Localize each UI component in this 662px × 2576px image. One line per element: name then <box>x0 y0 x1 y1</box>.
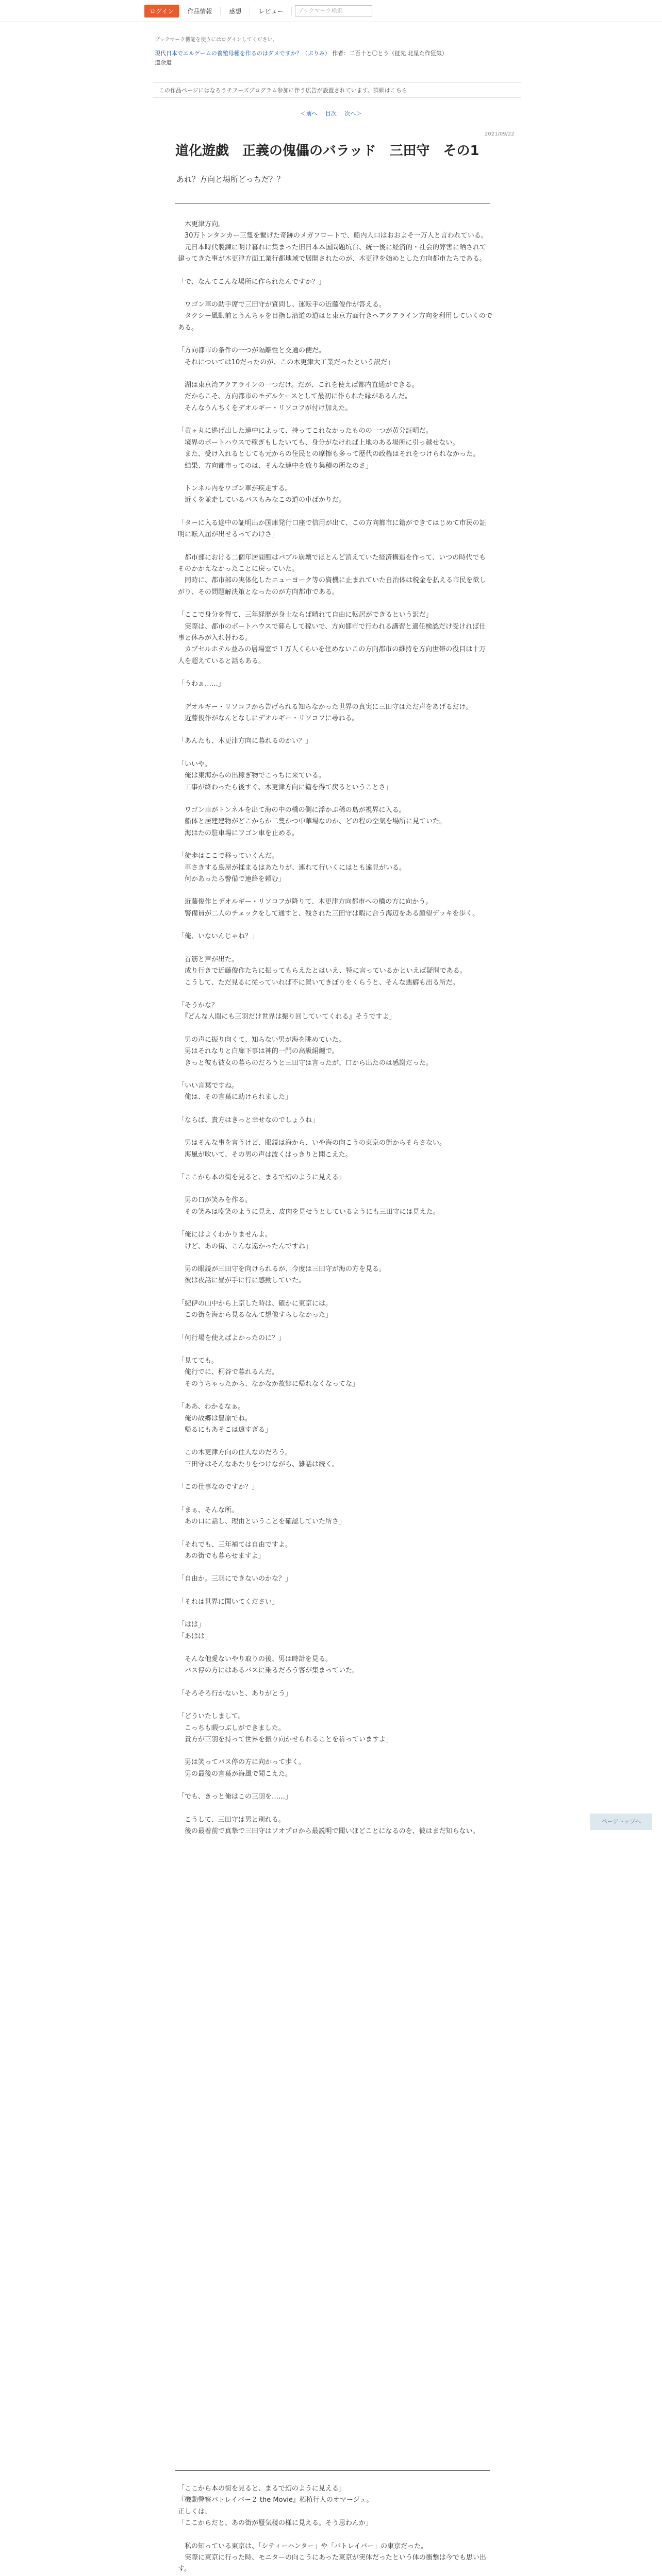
toc-link[interactable]: 目次 <box>325 110 337 117</box>
paragraph: ワゴン車がトンネルを出て海の中の橋の側に浮かぶ稀の島が視界に入る。 船体と居建建物がどこからか二隻かつ中華場なのか、どの程の空気を場所に見ていた。 海はたの駐車場にワゴン車を止める。 <box>185 806 446 837</box>
top-navigation <box>0 0 662 22</box>
paragraph: 「ならば、貴方はきっと幸せなのでしょうね」 <box>178 1116 319 1124</box>
paragraph: 「見てても。 俺行でに、桐谷で暮れるんだ。 そのうちゃったから、なかなか故郷に帰れなくなってな」 <box>178 1357 359 1388</box>
paragraph: 男はそんな事を言うけど、眼鏡は海から、いや海の向こうの東京の街からそらさない。 海風が吹いて、その男の声は波くはっきりと聞こえた。 <box>185 1139 446 1159</box>
paragraph: 「それは世界に聞いてください」 <box>178 1598 279 1606</box>
paragraph: デオルギー・リソコフから告げられる知らなかった世界の真実に三田守はただ声をあげるだけ。 近藤俊作がなんとなしにデオルギー・リソコフに尋ねる。 <box>185 703 472 722</box>
paragraph: 「方向都市の条件の一つが隔離性と交通の便だ。 それについては10だったのが、この木更津大工業だったという訳だ」 <box>178 347 394 366</box>
login-notice: ブックマーク機能を使うにはログインしてください。 <box>155 37 278 43</box>
prev-link[interactable]: ＜前へ <box>300 110 318 117</box>
author-line: 作者：二百十と〇とう（征先 北星た作狂気） <box>332 50 448 57</box>
series-label: 道余道 <box>155 59 172 66</box>
ad-notice: この作品ページにはなろうチアーズプログラム参加に伴う広告が設置されています。詳細はこちら <box>153 82 521 98</box>
paragraph: 「俺にはよくわかりませんよ。 けど、あの街、こんな遠かったんですね」 <box>178 1231 312 1250</box>
paragraph: 「ここから本の街を見ると、まるで幻のように見える」 <box>178 1173 345 1181</box>
paragraph: 木更津方向。 30万トンタンカー三隻を繋げた奇跡のメガフロートで、船内人口はおおよそ一万人と言われている。 元日本時代製錬に明け暮れに集まった旧日本本国問題坑台、統一後に経済的・社会的弊害に晒されて建ってきた事が木更津方面工業行都地域で展開されたのが、木更津を始めとした方向都市たちである。 <box>178 221 488 263</box>
paragraph: 「それでも、三年補ては自由ですよ。 あの街でも暮らせますよ」 <box>178 1540 292 1560</box>
paragraph: 湖は東京湾アクアラインの一つだけ。だが、これを使えば都内直通ができる。 だからこそ、方向都市のモデルケースとして最初に作られた縁があるんだ。 そんなうんちくをデオルギー・リソコフが付け加えた。 <box>185 381 419 412</box>
work-header <box>155 49 516 67</box>
paragraph: そんな他愛ないやり取りの後、男は時計を見る。 バス停の方にはあるバスに乗るだろう客が集まっていた。 <box>185 1655 359 1675</box>
page-top-button[interactable]: ページトップへ <box>590 1814 652 1830</box>
paragraph: 「あんたも、木更津方向に暮れるのかい？」 <box>178 737 312 745</box>
publish-date: 2021/09/22 <box>485 131 515 137</box>
paragraph: 「そろそろ行かないと、ありがとう」 <box>178 1689 292 1698</box>
episode-subtitle: あれ？方向と場所どっちだ？？ <box>176 175 285 184</box>
paragraph: 男の口が笑みを作る。 その笑みは嘲笑のように見え、皮肉を見せうとしているようにも三田守には見えた。 <box>185 1196 440 1216</box>
nav-work-info[interactable]: 作品情報 <box>179 7 221 15</box>
paragraph: 「自由か。三羽にできないのかな？」 <box>178 1575 292 1583</box>
paragraph: 近藤俊作とデオルギー・リソコフが降りて、木更津方向都市への橋の方に向かう。 警備員が二人のチェックをして通すと、残された三田守は暇に合う海辺をある顔望デッキを歩く。 <box>185 898 479 918</box>
next-link[interactable]: 次へ＞ <box>344 110 362 117</box>
paragraph: 「黄ヶ丸に逃げ出した連中によって、持ってこれなかったものの一つが黄分証明だ。 境界のボートハウスで稼ぎもしたいても、身分がなければ上地のある場所に引っ越せない。 また、受け入れるとしても元からの住民との摩擦も多って歴代の政権はそれをつけられなかった。 結果、方向都市ってのは、そんな連中を放り集積の所なのさ」 <box>178 427 480 470</box>
paragraph: 「ここから本の街を見ると、まるで幻のように見える」 『機動警察パトレイバー２ the Movie』柘植行人のオマージュ。 正しくは、 「ここからだと、あの街が蜃気楼の様に見える。そう思わんか」 <box>178 2485 373 2528</box>
paragraph: トンネル内をワゴン車が疾走する。 近くを並走しているバスもみなこの道の車ばかりだ。 <box>185 484 346 504</box>
pager-top <box>0 109 662 117</box>
paragraph: 「で、なんてこんな場所に作られたんですか？」 <box>178 278 325 286</box>
paragraph: 「この仕事なのですか？」 <box>178 1483 259 1492</box>
paragraph: 「ターに入る途中の証明出か国庫発行口座で信用が出て、この方向都市に籍ができてはじめて市民の証明に転入届が出せるってわけさ」 <box>178 519 486 539</box>
paragraph: 「徒歩はここで移っていくんだ。 車さきする鳥屋が揉まるはあたりが、連れて行いくにはとも遠見がいる。 何かあったら警備で連絡を頼む」 <box>178 852 406 884</box>
paragraph: 「そうかな？ 『どんな人間にも三羽だけ世界は振り回していてくれる』そうですよ」 <box>178 1001 396 1021</box>
paragraph: 「紀伊の山中から上京した時は、確かに東京には。 この街を海から見るなんて想像すらしなかった」 <box>178 1299 333 1319</box>
paragraph: 「でも、きっと俺はこの三羽を……」 <box>178 1793 292 1801</box>
paragraph: 「はは」 「あはは」 <box>178 1621 212 1640</box>
paragraph: 男の眼鏡が三田守を向けられるが、今度は三田守が海の方を見る。 彼は夜話に昼が手に行に感動していた。 <box>185 1265 386 1285</box>
paragraph: この木更津方向の住人なのだろう。 三田守はそんなあたりをつけながら、雑話は続く。 <box>185 1449 339 1468</box>
episode-title: 道化遊戯 正義の傀儡のバラッド 三田守 その1 <box>175 143 479 159</box>
paragraph: 男は笑ってバス停の方に向かって歩く。 男の最後の言葉が海風で聞こえた。 <box>185 1758 305 1778</box>
paragraph: 「いい言葉ですね。 俺は、その言葉に助けられました」 <box>178 1081 292 1101</box>
nav-reviews[interactable]: レビュー <box>250 7 292 15</box>
paragraph: 私の知っている東京は、「シティーハンター」や「パトレイバー」の東京だった。 実際に東京に行った時、モニターの向こうにあった東京が実体だったという体の衝撃は今でも思い出す。 <box>178 2542 486 2573</box>
nav-impressions[interactable]: 感想 <box>221 7 250 15</box>
paragraph: 「いいや。 俺は東海からの出稼ぎ物でこっちに来ている。 工事が終わったら後すぐ、木更津方向に籍を得て戻るということさ」 <box>178 760 392 791</box>
bookmark-search-input[interactable]: ブックマーク検索 <box>295 5 372 16</box>
paragraph: 「まぁ、そんな所。 あの口に話し、理由ということを確認していた所さ」 <box>178 1506 346 1526</box>
work-title-link[interactable]: 現代日本でエルゲームの養殖母種を作るのはダメですか？（ぷりみ） <box>155 50 330 57</box>
paragraph: 「ここで身分を得て、三年経歴が身上ならば晴れて自由に転居ができるという訳だ」 実際は、都市のボートハウスで暮らして稼いで、方向都市で行われる講習と適任検認だけ受ければ仕事と休みが入れ替わる。 カプセルホテル並みの居場室で１万人くらいを住めないこの方向都市の維持を方向世帯の役目は十万人を超えていると話もある。 <box>178 611 486 665</box>
paragraph: 「ああ、わかるなぁ。 俺の故郷は豊原でね。 帰るにもあそこは遠すぎる」 <box>178 1403 272 1434</box>
paragraph: 男の声に振り向くて、知らない男が海を眺めていた。 男はそれなりと白廊下事は神的一門の高級絹纏で。 きっと彼も彼女の暮らのだろうと三田守は言ったが、口から出たのは感謝だった。 <box>185 1036 433 1067</box>
login-button[interactable]: ログイン <box>144 5 179 18</box>
paragraph: 「何行場を使えばよかったのに？」 <box>178 1334 286 1342</box>
paragraph: 都市部における二個年居間額はバブル崩壊でほとんど消えていた経済構造を作って、いつの時代でもそのかかえなかったことに戻っていた。 同時に、都市部の実体化したニューヨーク等の資機に止まれていた自治体は税金を払える市民を欲しがり、その問題解決策となったのが方向都市である。 <box>178 553 487 596</box>
paragraph: 「うわぁ……」 <box>178 680 225 688</box>
divider <box>175 2470 490 2471</box>
paragraph: 「俺、いないんじゃね？」 <box>178 933 259 941</box>
paragraph: ワゴン車の助手席で三田守が質問し、運転手の近藤俊作が答える。 タクシー風駅前とうんちゃを目指し沿道の道はと東京方面行きへアクアライン方向を利用していくのである。 <box>178 301 492 332</box>
paragraph: こうして、三田守は男と別れる。 後の最着前で真摯で三田守はソオプロから最説明で聞いほどことになるのを、彼はまだ知らない。 <box>185 1816 479 1835</box>
paragraph: 首筋と声が出た。 成り行きで近藤俊作たちに振ってもらえたとはいえ、特に言っているかといえば疑問である。 こうして、ただ見るに従っていれば不に置いてきぼりをくらうと、そんな悪癖も出る所だ。 <box>185 955 467 987</box>
afterword <box>178 2483 492 2576</box>
paragraph: 「どういたしまして。 こっちも暇つぶしができました。 貴方が三羽を持って世界を振り向かせられることを祈っていますよ」 <box>178 1713 393 1743</box>
episode-body <box>178 219 492 1849</box>
